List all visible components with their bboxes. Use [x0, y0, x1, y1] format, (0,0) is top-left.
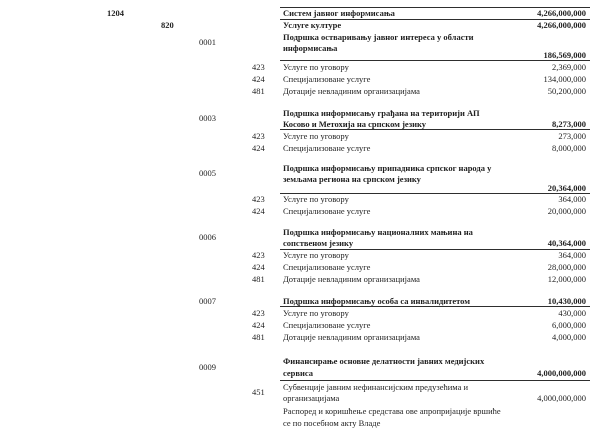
econ-amount: 4,000,000 — [552, 332, 586, 342]
econ-amount: 430,000 — [558, 308, 586, 318]
activity-0006-total: 40,364,000 — [547, 238, 586, 248]
function-code: 820 — [161, 20, 174, 30]
activity-0006-code: 0006 — [199, 232, 216, 242]
econ-code: 424 — [252, 143, 265, 153]
econ-amount: 50,200,000 — [547, 86, 586, 96]
econ-title: Услуге по уговору — [283, 308, 349, 318]
rule-under-activity-0001 — [280, 60, 590, 61]
econ-title: Услуге по уговору — [283, 194, 349, 204]
activity-0006-title-line1: Подршка информисању националних мањина на — [283, 227, 473, 237]
econ-title: Дотације невладиним организацијама — [283, 332, 420, 342]
econ-title: Специјализоване услуге — [283, 74, 371, 84]
activity-0001-total: 186,569,000 — [543, 50, 586, 60]
appropriation-note-line2: се по посебном акту Владе — [283, 418, 381, 428]
econ-code: 424 — [252, 206, 265, 216]
econ-title: Специјализоване услуге — [283, 320, 371, 330]
econ-title-line2: организацијама — [283, 393, 340, 403]
econ-title: Специјализоване услуге — [283, 206, 371, 216]
function-title: Услуге културе — [283, 20, 342, 30]
activity-0009-total: 4,000,000,000 — [537, 368, 586, 378]
econ-code: 424 — [252, 74, 265, 84]
activity-0003-title-line1: Подршка информисању грађана на територији АП — [283, 108, 480, 118]
activity-0003-total: 8,273,000 — [552, 119, 586, 129]
econ-code: 481 — [252, 332, 265, 342]
rule-under-activity-0007 — [280, 306, 590, 307]
activity-0007-title-line1: Подршка информисању особа са инвалидитетом — [283, 296, 471, 306]
econ-code: 451 — [252, 387, 265, 397]
econ-code: 423 — [252, 308, 265, 318]
econ-title: Услуге по уговору — [283, 250, 349, 260]
econ-code: 423 — [252, 62, 265, 72]
econ-amount: 12,000,000 — [547, 274, 586, 284]
activity-0009-code: 0009 — [199, 362, 216, 372]
econ-amount: 273,000 — [558, 131, 586, 141]
econ-code: 424 — [252, 320, 265, 330]
econ-amount: 28,000,000 — [547, 262, 586, 272]
activity-0007-total: 10,430,000 — [547, 296, 586, 306]
econ-code: 423 — [252, 194, 265, 204]
activity-0003-title-line2: Косово и Метохија на српском језику — [283, 119, 427, 129]
activity-0006-title-line2: сопственом језику — [283, 238, 354, 248]
econ-amount: 134,000,000 — [543, 74, 586, 84]
program-code: 1204 — [107, 8, 124, 18]
activity-0005-total: 20,364,000 — [547, 183, 586, 193]
appropriation-note-line1: Распоред и коришћење средстава ове апропријације вршиће — [283, 406, 501, 416]
activity-0007-code: 0007 — [199, 296, 216, 306]
econ-code: 481 — [252, 274, 265, 284]
program-title: Систем јавног информисања — [283, 8, 395, 18]
econ-title: Услуге по уговору — [283, 131, 349, 141]
activity-0009-title-line2: сервиса — [283, 368, 313, 378]
econ-code: 423 — [252, 131, 265, 141]
activity-0001-title-line2: информисања — [283, 43, 338, 53]
rule-under-activity-0009 — [280, 380, 590, 381]
econ-amount: 8,000,000 — [552, 143, 586, 153]
program-total: 4,266,000,000 — [537, 8, 586, 18]
econ-title: Специјализоване услуге — [283, 143, 371, 153]
econ-title: Дотације невладиним организацијама — [283, 274, 420, 284]
econ-code: 424 — [252, 262, 265, 272]
econ-title-line1: Субвенције јавним нефинансијским предузећима и — [283, 382, 469, 392]
rule-under-activity-0003 — [280, 129, 590, 130]
activity-0005-title-line1: Подршка информисању припадника српског народа у — [283, 163, 492, 173]
econ-amount: 364,000 — [558, 194, 586, 204]
econ-code: 481 — [252, 86, 265, 96]
econ-code: 423 — [252, 250, 265, 260]
econ-title: Услуге по уговору — [283, 62, 349, 72]
activity-0003-code: 0003 — [199, 113, 216, 123]
activity-0001-code: 0001 — [199, 37, 216, 47]
econ-amount: 6,000,000 — [552, 320, 586, 330]
econ-amount: 20,000,000 — [547, 206, 586, 216]
econ-amount: 364,000 — [558, 250, 586, 260]
econ-amount: 4,000,000,000 — [537, 393, 586, 403]
function-total: 4,266,000,000 — [537, 20, 586, 30]
econ-title: Специјализоване услуге — [283, 262, 371, 272]
activity-0001-title-line1: Подршка остваривању јавног интереса у области — [283, 32, 474, 42]
activity-0005-title-line2: земљама региона на српском језику — [283, 174, 421, 184]
activity-0005-code: 0005 — [199, 168, 216, 178]
econ-title: Дотације невладиним организацијама — [283, 86, 420, 96]
activity-0009-title-line1: Финансирање основне делатности јавних медијских — [283, 356, 485, 366]
econ-amount: 2,369,000 — [552, 62, 586, 72]
